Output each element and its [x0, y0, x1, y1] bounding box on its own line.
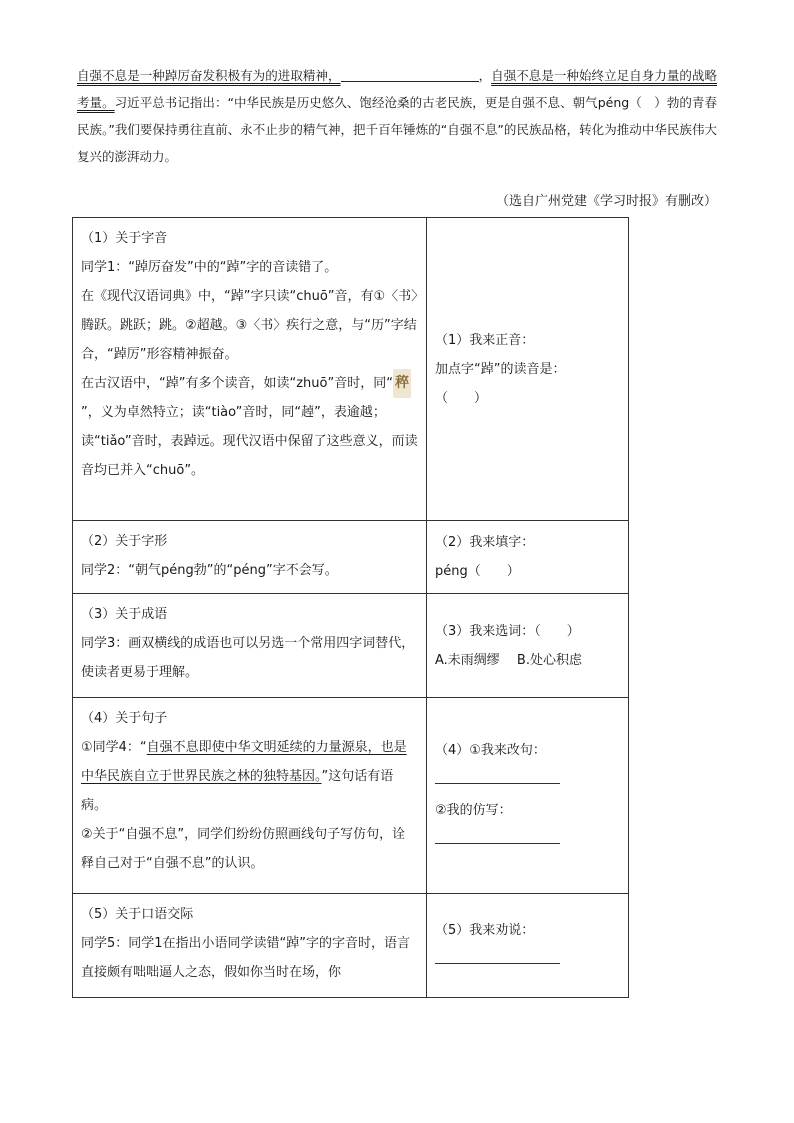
row1-left-cell: [73, 218, 427, 521]
table-row: [73, 594, 629, 698]
underlined-sentence: 自强不息即使中华文明延续的力量源泉，也是中华民族自立于世界民族之林的独特基因。: [81, 740, 407, 784]
row1-line3: [81, 369, 418, 485]
row1-answer-bracket[interactable]: （ ）: [435, 390, 488, 406]
row3-line1: 同学3：画双横线的成语也可以另选一个常用四字词替代，使读者更易于理解。: [81, 636, 415, 680]
row1-line2: 在《现代汉语词典》中，“踔”字只读“chuō”音，有①〈书〉腾跃。跳跃；跳。②超越。③〈书〉疾行之意，与“历”字结合，“踔厉”形容精神振奋。: [81, 289, 418, 362]
table-row: [73, 521, 629, 594]
row2-right-cell: [427, 521, 629, 594]
row3-right-cell: [427, 594, 629, 698]
table-row: [73, 218, 629, 521]
passage-blank[interactable]: [341, 67, 479, 82]
passage-segment-2: 自强不息是一种始终立足自身力量的战略考量。: [77, 68, 717, 110]
row3-right-heading[interactable]: （3）我来选词：（ ）: [435, 623, 580, 639]
row2-line1: 同学2：“朝气péng勃”的“péng”字不会写。: [81, 563, 338, 578]
row1-line3b: ”，义为卓然特立；读“tiào”音时，同“趠”，表逾越；读“tiǎo”音时，表踔远。现代汉语中保留了这些意义，而读音均已并入“chuō”。: [81, 405, 418, 478]
row4-line1a: ①同学4：“: [81, 740, 147, 755]
row5-left-cell: [73, 894, 427, 998]
question-table: [72, 217, 629, 998]
row3-left-cell: [73, 594, 427, 698]
row3-options: A.未雨绸缪 B.处心积虑: [435, 652, 582, 668]
row1-right-line1: 加点字“踔”的读音是：: [435, 361, 566, 377]
row1-right-cell: [427, 218, 629, 521]
row5-line1: 同学5：同学1在指出小语同学读错“踔”字的字音时，语言直接颇有咄咄逼人之态，假如你当时在场，你: [81, 936, 411, 980]
row5-right-cell: [427, 894, 629, 998]
row4-line2: ②关于“自强不息”，同学们纷纷仿照画线句子写仿句，诠释自己对于“自强不息”的认识。: [81, 827, 406, 871]
row1-heading: （1）关于字音: [81, 231, 168, 246]
reading-passage: [77, 62, 717, 170]
row4-line1: [81, 733, 418, 820]
table-row: [73, 894, 629, 998]
row1-right-heading: （1）我来正音：: [435, 332, 535, 348]
row4-right-cell: [427, 698, 629, 894]
imitation-answer-line[interactable]: [435, 829, 560, 844]
rare-character-image: 稡: [393, 369, 411, 398]
source-citation: （选自广州党建《学习时报》有删改）: [495, 194, 717, 209]
row1-line3a: 在古汉语中，“踔”有多个读音，如读“zhuō”音时，同“: [81, 376, 393, 391]
revise-answer-line[interactable]: [435, 769, 560, 784]
row1-line1: 同学1：“踔厉奋发”中的“踔”字的音读错了。: [81, 260, 338, 275]
persuade-answer-line[interactable]: [435, 949, 560, 964]
table-row: [73, 698, 629, 894]
row3-heading: （3）关于成语: [81, 607, 168, 622]
row2-right-heading: （2）我来填字：: [435, 535, 535, 550]
row4-left-cell: [73, 698, 427, 894]
row2-heading: （2）关于字形: [81, 534, 168, 549]
row2-answer-bracket[interactable]: péng（ ）: [435, 564, 520, 579]
row4-heading: （4）关于句子: [81, 711, 168, 726]
row4-line1b: ”这句话有语病。: [81, 769, 394, 813]
row4-right-line1: ②我的仿写：: [435, 802, 512, 818]
passage-comma: ，: [478, 68, 492, 83]
row2-left-cell: [73, 521, 427, 594]
passage-segment-1: 自强不息是一种踔厉奋发积极有为的进取精神，: [77, 68, 341, 83]
passage-segment-3: 习近平总书记指出：“中华民族是历史悠久、饱经沧桑的古老民族，更是自强不息、朝气péng（ ）勃的青春民族。”我们要保持勇往直前、永不止步的精气神，把千百年锤炼的“自强不息”的民族品格，转化为推动中华民族伟大复兴的澎湃动力。: [77, 95, 717, 164]
row5-heading: （5）关于口语交际: [81, 907, 194, 922]
row4-right-heading: （4）①我来改句：: [435, 742, 546, 758]
row5-right-heading: （5）我来劝说：: [435, 922, 535, 938]
